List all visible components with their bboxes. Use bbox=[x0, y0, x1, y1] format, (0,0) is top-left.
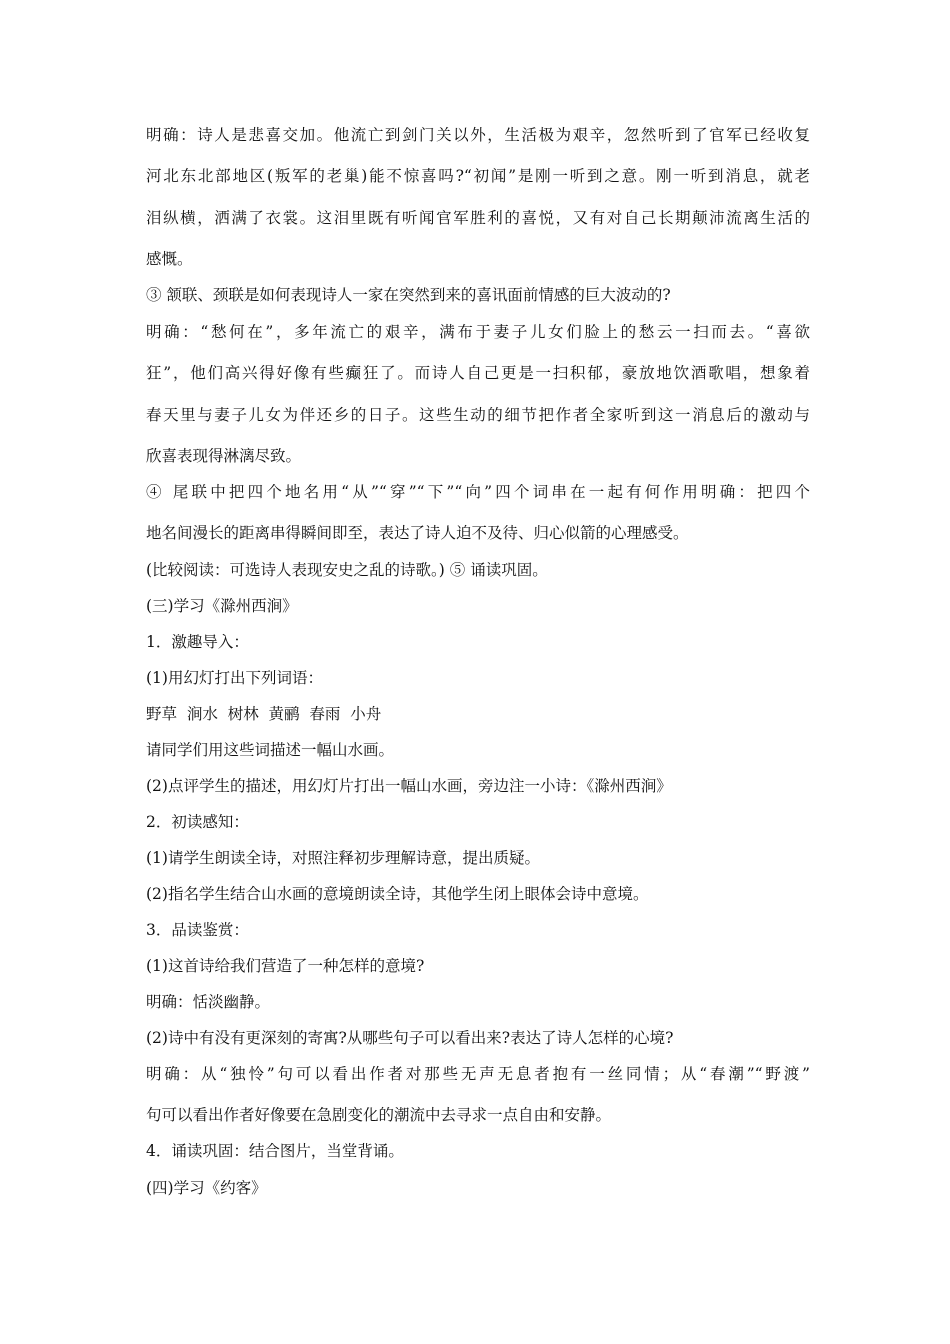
word-list: 野草 涧水 树林 黄鹂 春雨 小舟 bbox=[146, 705, 382, 723]
text-line: 请同学们用这些词描述一幅山水画。 bbox=[146, 741, 395, 759]
text-line: 4．诵读巩固：结合图片，当堂背诵。 bbox=[146, 1142, 404, 1160]
text-line: (1)请学生朗读全诗，对照注释初步理解诗意，提出质疑。 bbox=[146, 849, 540, 867]
text-line: 地名间漫长的距离串得瞬间即至，表达了诗人迫不及待、归心似箭的心理感受。 bbox=[146, 524, 689, 542]
text-line: (2)点评学生的描述，用幻灯片打出一幅山水画，旁边注一小诗：《滁州西涧》 bbox=[146, 777, 672, 795]
text-line: (1)这首诗给我们营造了一种怎样的意境? bbox=[146, 957, 425, 975]
text-line: 感慨。 bbox=[146, 250, 193, 268]
text-line: 欣喜表现得淋漓尽致。 bbox=[146, 447, 302, 465]
text-line: 1．激趣导入： bbox=[146, 633, 249, 651]
text-line: (比较阅读：可选诗人表现安史之乱的诗歌。) ⑤ 诵读巩固。 bbox=[146, 561, 548, 579]
text-line: 明确：从“独怜”句可以看出作者对那些无声无息者抱有一丝同情；从“春潮”“野渡” bbox=[146, 1065, 810, 1083]
text-line: ③ 颔联、颈联是如何表现诗人一家在突然到来的喜讯面前情感的巨大波动的? bbox=[146, 286, 671, 304]
section-heading: (四)学习《约客》 bbox=[146, 1179, 267, 1197]
text-line: ④ 尾联中把四个地名用“从”“穿”“下”“向”四个词串在一起有何作用明确：把四个 bbox=[146, 483, 810, 501]
text-line: (1)用幻灯打出下列词语： bbox=[146, 669, 323, 687]
text-line: (2)诗中有没有更深刻的寄寓?从哪些句子可以看出来?表达了诗人怎样的心境? bbox=[146, 1029, 674, 1047]
text-line: 泪纵横，洒满了衣裳。这泪里既有听闻官军胜利的喜悦，又有对自己长期颠沛流离生活的 bbox=[146, 209, 810, 227]
text-line: (2)指名学生结合山水画的意境朗读全诗，其他学生闭上眼体会诗中意境。 bbox=[146, 885, 649, 903]
text-line: 句可以看出作者好像要在急剧变化的潮流中去寻求一点自由和安静。 bbox=[146, 1106, 612, 1124]
text-line: 明确：恬淡幽静。 bbox=[146, 993, 271, 1011]
text-line: 明确：“愁何在”，多年流亡的艰辛，满布于妻子儿女们脸上的愁云一扫而去。“喜欲 bbox=[146, 323, 810, 341]
text-line: 狂”，他们高兴得好像有些癫狂了。而诗人自己更是一扫积郁，豪放地饮酒歌唱，想象着 bbox=[146, 364, 810, 382]
text-line: 2．初读感知： bbox=[146, 813, 249, 831]
section-heading: (三)学习《滁州西涧》 bbox=[146, 597, 298, 615]
text-line: 河北东北部地区(叛军的老巢)能不惊喜吗?“初闻”是刚一听到之意。刚一听到消息，就老 bbox=[146, 167, 810, 185]
text-line: 明确：诗人是悲喜交加。他流亡到剑门关以外，生活极为艰辛，忽然听到了官军已经收复 bbox=[146, 126, 810, 144]
text-line: 3．品读鉴赏： bbox=[146, 921, 249, 939]
text-line: 春天里与妻子儿女为伴还乡的日子。这些生动的细节把作者全家听到这一消息后的激动与 bbox=[146, 406, 810, 424]
